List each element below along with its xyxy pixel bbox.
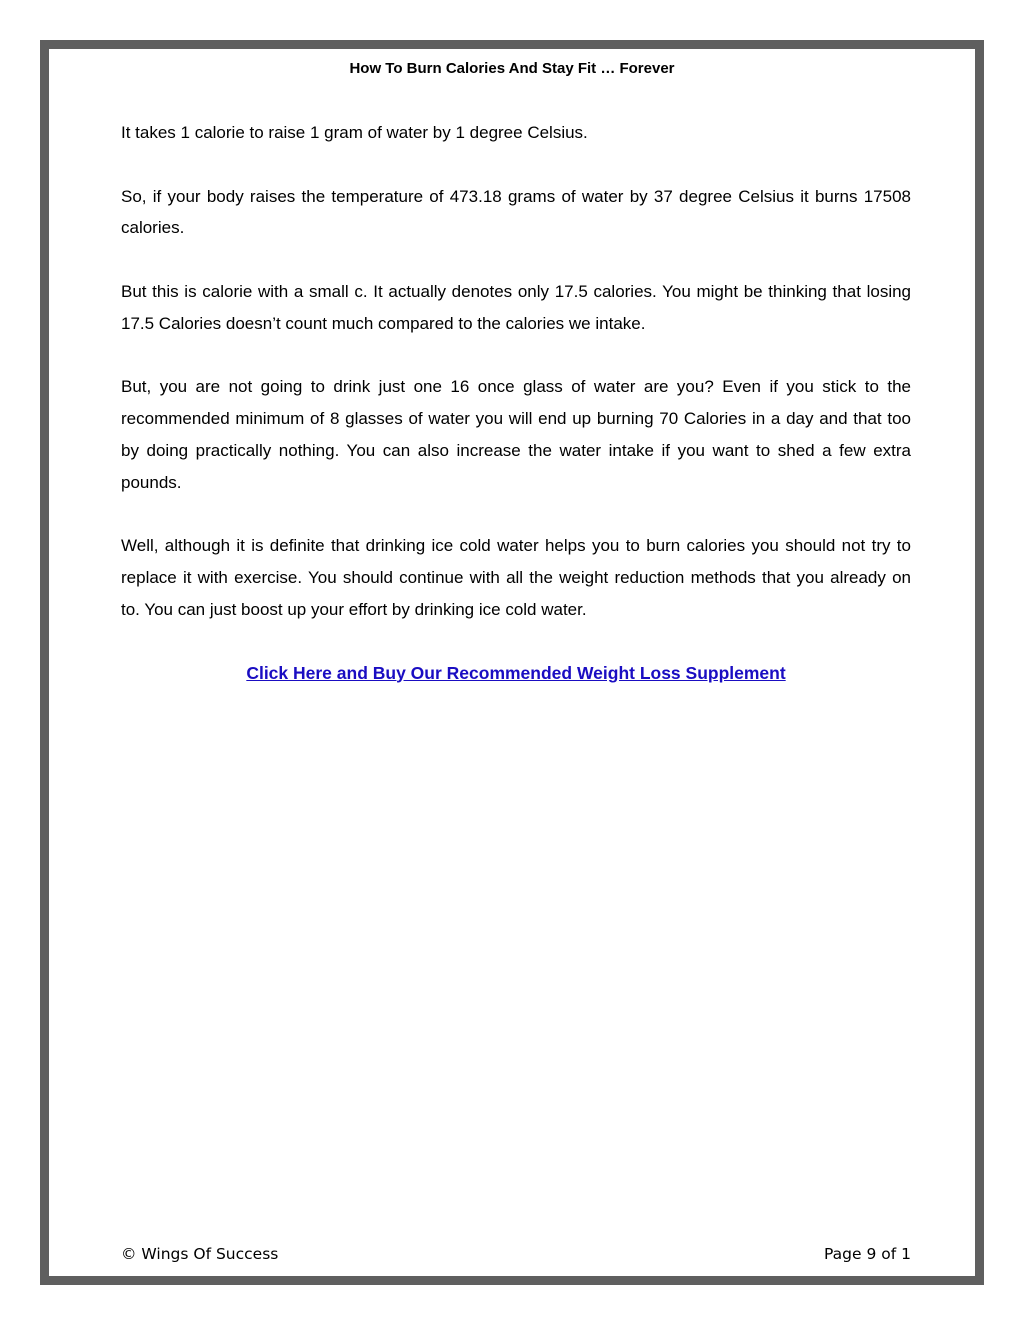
paragraph-1: It takes 1 calorie to raise 1 gram of water by 1 degree Celsius. xyxy=(121,123,588,142)
body-text xyxy=(121,117,911,721)
page-header-title: How To Burn Calories And Stay Fit … Forever xyxy=(349,60,675,77)
copyright-text: © Wings Of Success xyxy=(121,1245,279,1263)
cta-container xyxy=(121,658,911,690)
page-number: Page 9 of 1 xyxy=(824,1245,911,1263)
paragraph-4: But, you are not going to drink just one 16 once glass of water are you? Even if you stick to the recommended minimum of 8 glasses of water you will end up burning 70 Calories in a day and that too by doing practically nothing. You can also increase the water intake if you want to shed a few extra pounds. xyxy=(121,377,911,492)
page-footer xyxy=(121,1244,911,1264)
paragraph-3: But this is calorie with a small c. It actually denotes only 17.5 calories. You might be thinking that losing 17.5 Calories doesn’t count much compared to the calories we intake. xyxy=(121,281,911,333)
page-frame xyxy=(40,40,984,1285)
paragraph-5: Well, although it is definite that drinking ice cold water helps you to burn calories you should not try to replace it with exercise. You should continue with all the weight reduction methods that you already on to. You can just boost up your effort by drinking ice cold water. xyxy=(121,536,911,619)
paragraph-2: So, if your body raises the temperature of 473.18 grams of water by 37 degree Celsius it burns 17508 calories. xyxy=(121,186,911,238)
buy-supplement-link[interactable]: Click Here and Buy Our Recommended Weight Loss Supplement xyxy=(246,662,786,683)
